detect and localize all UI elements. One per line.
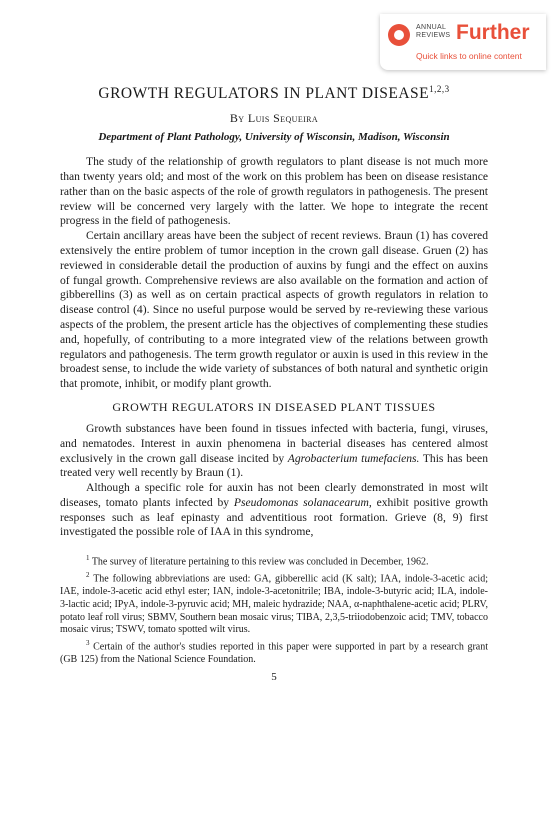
title-footnote-refs: 1,2,3 [429,84,450,94]
author-affiliation: Department of Plant Pathology, University of Wisconsin, Madison, Wisconsin [98,131,450,144]
species-name: Agrobacterium tumefaciens. [287,451,420,465]
paragraph-growth-substances: Growth substances have been found in tissues infected with bacteria, fungi, viruses, and nematodes. Interest in auxin phenomena in bacterial diseases has centered almost exclusively in the crown gall disease incited by Agrobacterium tumefaciens. This has been treated very well recently by Braun (1). [60,421,488,480]
footnote-3: $^3$ Certain of the author's studies reported in this paper were supported in part by a research grant (GB 125) from the National Science Foundation. [60,639,488,666]
author-byline: By Luis Sequeira [229,111,319,126]
footnote-1: $^1$ The survey of literature pertaining to this review was concluded in December, 1962. [86,554,429,568]
badge-subtitle: Quick links to online content [416,51,522,61]
section-heading: GROWTH REGULATORS IN DISEASED PLANT TISSUES [112,399,436,414]
article-page [60,84,488,683]
page-number: 5 [271,670,277,683]
annual-reviews-logo-icon [388,24,410,46]
paragraph-wilt-diseases: Although a specific role for auxin has not been clearly demonstrated in most wilt diseases, tomato plants infected by Pseudomonas solanacearum, exhibit positive growth responses such as leaf epinasty and adventitious root formation. Grieve (8, 9) first investigated the possible role of IAA in this syndrome, [60,481,488,539]
badge-wordmark: ANNUAL REVIEWS [416,24,451,39]
paragraph-intro: The study of the relationship of growth regulators to plant disease is not much more than twenty years old; and most of the work on this problem has been on disease resistance rather than on the basic aspects of the role of growth regulators in pathogenesis. The present review will be concerned very largely with the latter. We hope to integrate the recent progress in the field of pathogenesis. [60,155,488,228]
annual-reviews-further-badge[interactable] [380,14,546,70]
species-name: Pseudomonas solanacearum, [233,495,372,509]
badge-brand: Further [456,21,530,44]
paragraph-ancillary-areas: Certain ancillary areas have been the subject of recent reviews. Braun (1) has covered extensively the entire problem of tumor inception in the crown gall disease. Gruen (2) has reviewed in considerable detail the production of auxins by fungi and the effect on auxins of fungal growth. Comprehensive reviews are also available on the formation and action of gibberellins (3) as well as on certain practical aspects of growth regulators in relation to disease control (4). Since no useful purpose would be served by re-reviewing these various aspects of the problem, the present article has the objectives of complementing these studies and, hopefully, of contributing to a more integrated view of the relations between growth regulators and pathogenesis. The term growth regulator or auxin is used in this review in the broadest sense, to include the wide variety of substances of both natural and synthetic origin that promote, inhibit, or modify plant growth. [60,229,489,391]
footnotes [60,552,488,667]
footnote-2: $^2$ The following abbreviations are used: GA, gibberellic acid (K salt); IAA, indole-3-acetic acid; IAE, indole-3-acetic acid ethyl ester; IAN, indole-3-acetonitrile; IBA, indole-3-butyric acid; ILA, indole-3-lactic acid; IPyA, indole-3-pyruvic acid; MH, maleic hydrazide; NAA, α-naphthalene-acetic acid; PLRV, potato leaf roll virus; SBMV, Southern bean mosaic virus; TIBA, 2,3,5-triiodobenzoic acid; TMV, tobacco mosaic virus; TSWV, tomato spotted wilt virus. [60,571,488,636]
article-title: GROWTH REGULATORS IN PLANT DISEASE$^{1,2,3}$ [98,84,450,103]
